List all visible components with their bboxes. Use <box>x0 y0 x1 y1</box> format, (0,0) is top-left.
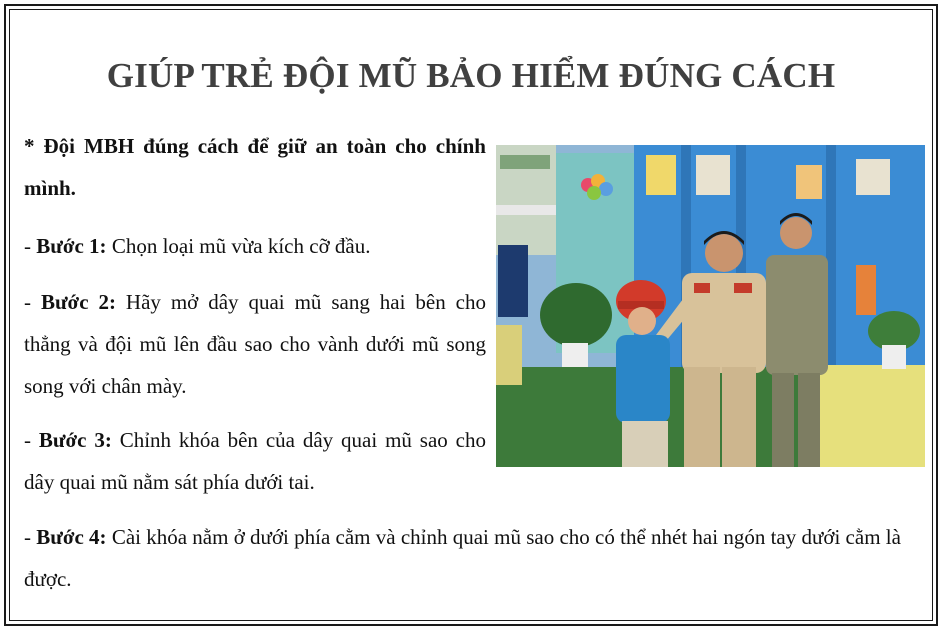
photo-officer-helmet-child <box>496 145 925 467</box>
step-prefix: - <box>24 290 41 314</box>
step-1 <box>24 225 486 267</box>
step-2 <box>24 281 486 407</box>
step-prefix: - <box>24 428 39 452</box>
step-label: Bước 4: <box>36 525 107 549</box>
step-3 <box>24 419 486 503</box>
step-text: Cài khóa nằm ở dưới phía cằm và chỉnh quai mũ sao cho có thể nhét hai ngón tay dưới cằm là được. <box>24 525 901 591</box>
step-prefix: - <box>24 234 37 258</box>
lead-text: * Đội MBH đúng cách để giữ an toàn cho chính mình. <box>24 134 486 200</box>
step-label: Bước 3: <box>38 428 112 452</box>
step-label: Bước 1: <box>36 234 107 258</box>
page-title: GIÚP TRẺ ĐỘI MŨ BẢO HIỂM ĐÚNG CÁCH <box>106 56 836 95</box>
step-text: Chỉnh khóa bên của dây quai mũ sao cho dây quai mũ nằm sát phía dưới tai. <box>24 428 486 494</box>
step-text: Chọn loại mũ vừa kích cỡ đầu. <box>106 234 371 258</box>
step-4 <box>24 516 904 600</box>
step-label: Bước 2: <box>40 290 116 314</box>
step-prefix: - <box>24 525 37 549</box>
photo-illustration <box>496 145 925 467</box>
step-text: Hãy mở dây quai mũ sang hai bên cho thẳng và đội mũ lên đầu sao cho vành dưới mũ song song với chân mày. <box>24 290 486 398</box>
